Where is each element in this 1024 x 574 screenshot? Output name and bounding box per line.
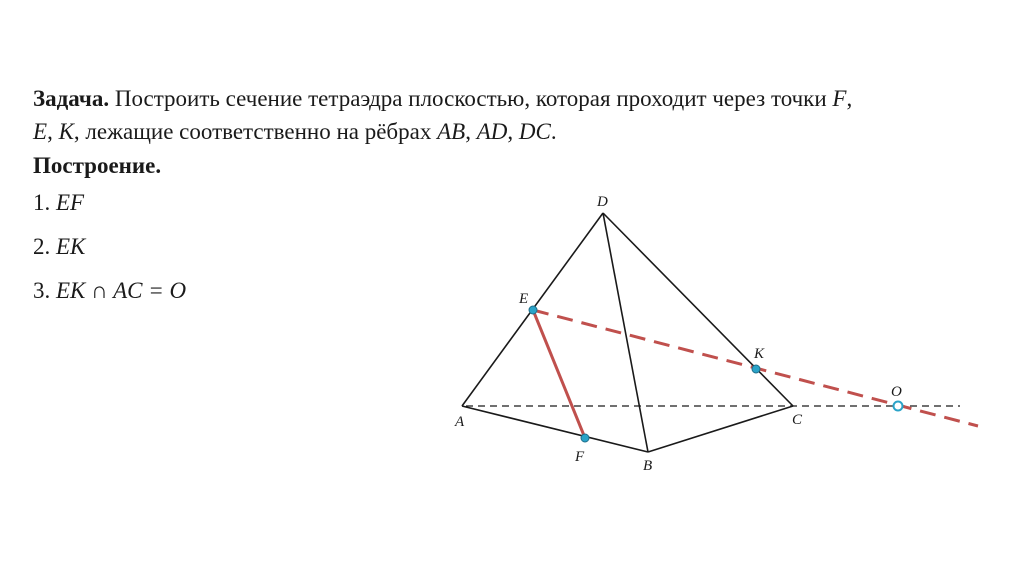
point-F-ref: F: [832, 86, 847, 111]
edge-BC: [648, 406, 793, 452]
label-C: C: [792, 412, 803, 428]
task-separator: ,: [846, 86, 853, 111]
step-expression: EK ∩ AC = O: [56, 278, 187, 303]
step-number: 2.: [33, 234, 56, 259]
task-end: .: [550, 119, 557, 144]
label-O: O: [891, 384, 902, 400]
edge-DB: [603, 213, 648, 452]
step-number: 3.: [33, 278, 56, 303]
segment-EF: [533, 310, 585, 438]
task-separator: ,: [465, 119, 477, 144]
point-E-ref: E: [33, 119, 48, 144]
edge-DC: [603, 213, 793, 406]
point-O-marker: [894, 402, 903, 411]
task-label: Задача.: [33, 86, 110, 111]
label-B: B: [643, 458, 653, 474]
label-D: D: [597, 194, 608, 210]
edge-AD-ref: AD: [476, 119, 508, 144]
point-K-marker: [752, 365, 760, 373]
point-K-ref: K: [58, 119, 74, 144]
point-E-marker: [529, 306, 537, 314]
step-expression: EF: [56, 190, 85, 215]
label-A: A: [455, 414, 465, 430]
step-number: 1.: [33, 190, 56, 215]
point-F-marker: [581, 434, 589, 442]
task-separator: ,: [507, 119, 519, 144]
label-E: E: [519, 291, 529, 307]
task-text-part-1: Построить сечение тетраэдра плоскостью, которая проходит через точки: [109, 86, 833, 111]
construction-title: Построение.: [33, 153, 162, 178]
edge-AB: [462, 406, 648, 452]
step-expression: EK: [56, 234, 86, 259]
edge-AB-ref: AB: [437, 119, 466, 144]
edge-DC-ref: DC: [518, 119, 551, 144]
task-separator: ,: [47, 119, 59, 144]
label-K: K: [754, 346, 765, 362]
task-text-part-2: , лежащие соответственно на рёбрах: [73, 119, 438, 144]
label-F: F: [575, 449, 585, 465]
